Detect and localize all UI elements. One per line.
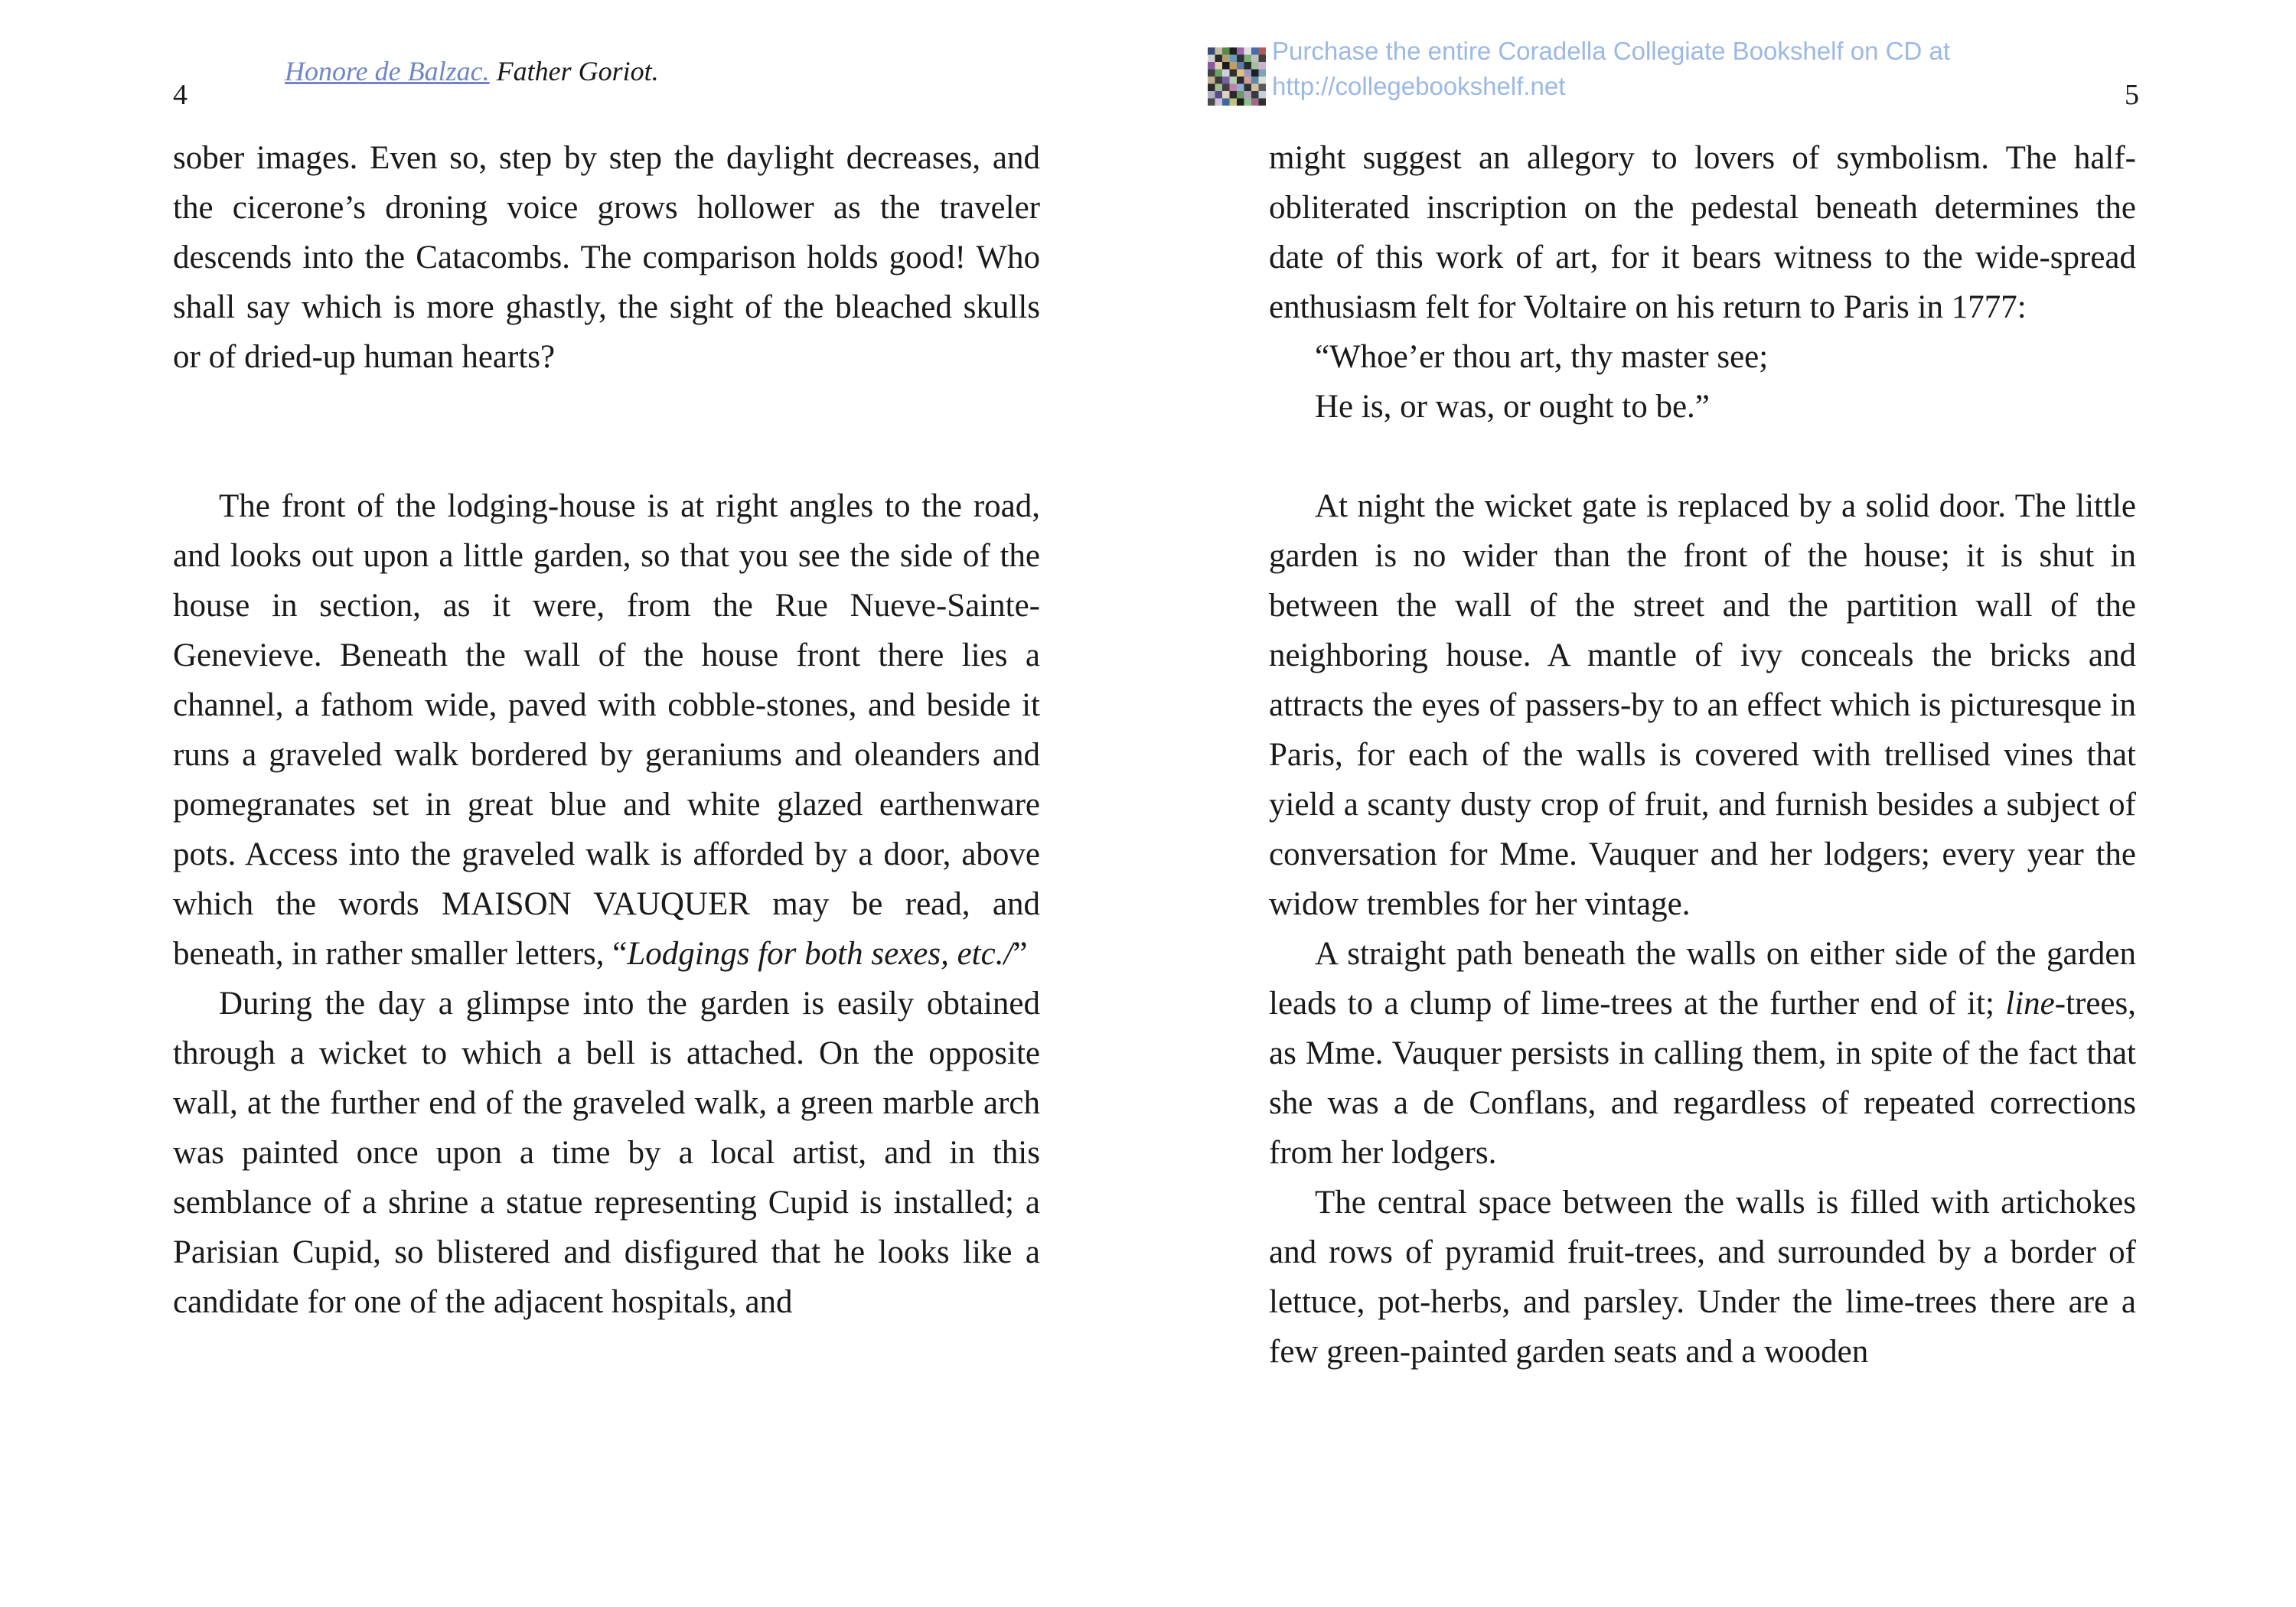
verse-line: He is, or was, or ought to be.” — [1315, 389, 1710, 425]
promo-banner[interactable] — [1208, 34, 2050, 110]
paragraph: The central space between the walls is filled with artichokes and rows of pyramid fruit-trees, and surrounded by a border of lettuce, pot-herbs, and parsley. Under the lime-trees there are a few green-painted garden seats and a wooden — [1269, 1185, 2136, 1370]
italic-text: Lodgings for both sexes, etc./ — [627, 936, 1013, 972]
promo-url[interactable]: http://collegebookshelf.net — [1272, 72, 1566, 100]
left-text-column — [173, 133, 1040, 1327]
paragraph: The front of the lodging-house is at right angles to the road, and looks out upon a little garden, so that you see the side of the house in section, as it were, from the Rue Nueve-Sainte-Genevieve. Beneath the wall of the house front there lies a channel, a fathom wide, paved with cobble-stones, and beside it runs a graveled walk bordered by geraniums and oleanders and pomegranates set in great blue and white glazed earthenware pots. Access into the graveled walk is afforded by a door, above which the words MAISON VAUQUER may be read, and beneath, in rather smaller letters, “Lodgings for both sexes, etc./” — [173, 488, 1040, 972]
paragraph: sober images. Even so, step by step the daylight decreases, and the cicerone’s droning voice grows hollower as the traveler descends into the Catacombs. The comparison holds good! Who shall say which is more ghastly, the sight of the bleached skulls or of dried-up human hearts? — [173, 140, 1040, 375]
running-head — [285, 55, 659, 88]
paragraph: might suggest an allegory to lovers of symbolism. The half-obliterated inscription on the pedestal beneath determines the date of this work of art, for it bears witness to the wide-spread enthusiasm felt for Voltaire on his return to Paris in 1777: — [1269, 140, 2136, 325]
paragraph: A straight path beneath the walls on either side of the garden leads to a clump of lime-trees at the further end of it; line-trees, as Mme. Vauquer persists in calling them, in spite of the fact that she was a de Conflans, and regardless of repeated corrections from her lodgers. — [1269, 936, 2136, 1171]
promo-text[interactable] — [1272, 34, 1950, 104]
paragraph: During the day a glimpse into the garden is easily obtained through a wicket to which a bell is attached. On the opposite wall, at the further end of the graveled walk, a green marble arch was painted once upon a time by a local artist, and in this semblance of a shrine a statue representing Cupid is installed; a Parisian Cupid, so blistered and disfigured that he looks like a candidate for one of the adjacent hospitals, and — [173, 986, 1040, 1320]
paragraph: At night the wicket gate is replaced by a solid door. The little garden is no wider than the front of the house; it is shut in between the wall of the street and the partition wall of the neighboring house. A mantle of ivy conceals the bricks and attracts the eyes of passers-by to an effect which is picturesque in Paris, for each of the walls is covered with trellised vines that yield a scanty dusty crop of fruit, and furnish besides a subject of conversation for Mme. Vauquer and her lodgers; every year the widow trembles for her vintage. — [1269, 488, 2136, 922]
promo-line[interactable]: Purchase the entire Coradella Collegiate Bookshelf on CD at — [1272, 37, 1951, 65]
verse-line: “Whoe’er thou art, thy master see; — [1315, 339, 1769, 375]
book-title: Father Goriot. — [496, 56, 659, 86]
coradella-logo-icon — [1208, 47, 1266, 106]
page-number: 5 — [2125, 79, 2139, 111]
page-number: 4 — [173, 79, 188, 111]
right-text-column — [1269, 133, 2136, 1377]
italic-text: line — [2005, 986, 2055, 1022]
author-link[interactable]: Honore de Balzac. — [285, 56, 490, 86]
